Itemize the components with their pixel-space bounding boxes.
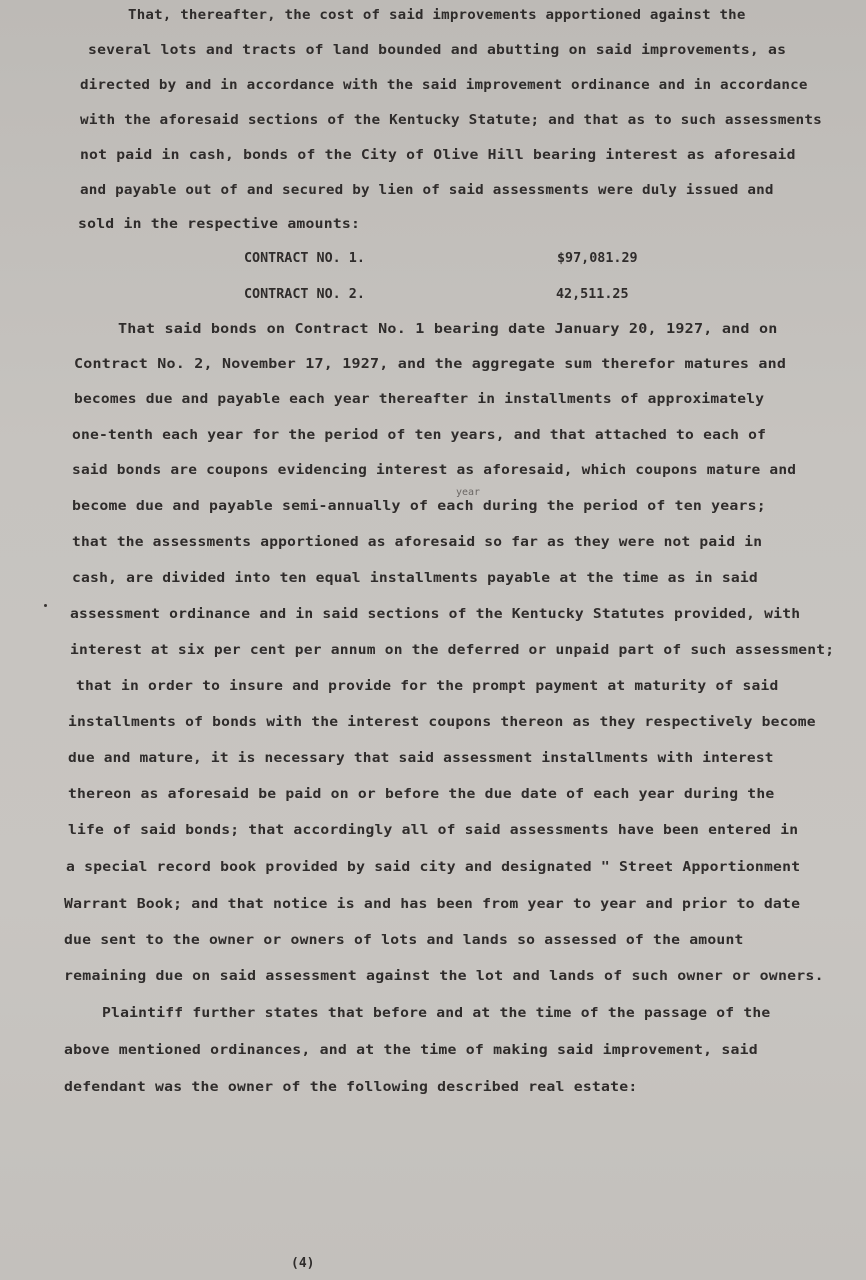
contract-2-label: CONTRACT NO. 2. <box>244 287 365 302</box>
ink-speck <box>44 604 47 607</box>
contract-2-amount: 42,511.25 <box>556 287 629 302</box>
text-line: with the aforesaid sections of the Kentucky Statute; and that as to such assessments <box>80 113 823 128</box>
text-line: not paid in cash, bonds of the City of Olive Hill bearing interest as aforesaid <box>80 148 796 163</box>
page-number: (4) <box>291 1256 315 1271</box>
text-line: thereon as aforesaid be paid on or before the due date of each year during the <box>68 787 775 802</box>
text-line: a special record book provided by said city and designated " Street Apportionment <box>66 860 801 875</box>
handwritten-insert: year <box>456 487 481 498</box>
text-line: one-tenth each year for the period of ten years, and that attached to each of <box>72 428 767 443</box>
text-line: several lots and tracts of land bounded and abutting on said improvements, as <box>88 43 787 58</box>
text-line: sold in the respective amounts: <box>78 217 361 232</box>
text-line: remaining due on said assessment against the lot and lands of such owner or owners. <box>64 969 824 984</box>
text-line: interest at six per cent per annum on the deferred or unpaid part of such assessment; <box>70 643 835 658</box>
text-line: become due and payable semi-annually of each during the period of ten years; <box>72 499 766 514</box>
text-line: cash, are divided into ten equal installments payable at the time as in said <box>72 571 758 586</box>
text-line: that the assessments apportioned as aforesaid so far as they were not paid in <box>72 535 763 550</box>
text-line: That said bonds on Contract No. 1 bearing date January 20, 1927, and on <box>118 322 778 337</box>
text-line: due sent to the owner or owners of lots and lands so assessed of the amount <box>64 933 744 948</box>
text-line: installments of bonds with the interest coupons thereon as they respectively become <box>68 715 816 730</box>
text-line: becomes due and payable each year thereafter in installments of approximately <box>74 392 765 407</box>
text-line: That, thereafter, the cost of said improvements apportioned against the <box>128 8 746 23</box>
text-line: that in order to insure and provide for the prompt payment at maturity of said <box>76 679 779 694</box>
text-line: life of said bonds; that accordingly all of said assessments have been entered in <box>68 823 799 838</box>
text-line: assessment ordinance and in said sections of the Kentucky Statutes provided, with <box>70 607 801 622</box>
text-line: defendant was the owner of the following described real estate: <box>64 1080 638 1095</box>
text-line: and payable out of and secured by lien of said assessments were duly issued and <box>80 183 774 198</box>
text-line: due and mature, it is necessary that said assessment installments with interest <box>68 751 774 766</box>
text-line: above mentioned ordinances, and at the time of making said improvement, said <box>64 1043 758 1058</box>
contract-1-amount: $97,081.29 <box>557 251 638 266</box>
text-line: directed by and in accordance with the said improvement ordinance and in accordance <box>80 78 808 93</box>
text-line: Contract No. 2, November 17, 1927, and the aggregate sum therefor matures and <box>74 357 787 372</box>
text-line: Plaintiff further states that before and at the time of the passage of the <box>102 1006 771 1021</box>
contract-1-label: CONTRACT NO. 1. <box>244 251 365 266</box>
text-line: Warrant Book; and that notice is and has been from year to year and prior to date <box>64 897 801 912</box>
text-line: said bonds are coupons evidencing interest as aforesaid, which coupons mature and <box>72 463 797 478</box>
